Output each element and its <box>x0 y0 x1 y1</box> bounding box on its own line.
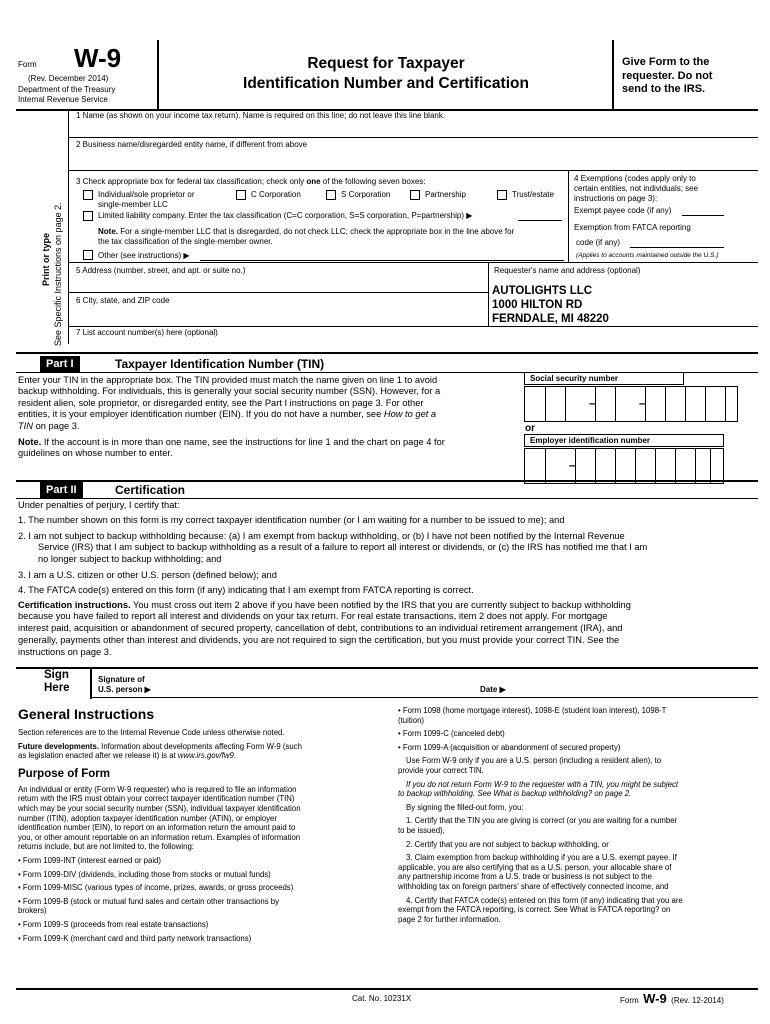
individual-checkbox[interactable] <box>83 190 93 200</box>
line-6-label: 6 City, state, and ZIP code <box>76 296 170 305</box>
part-1-label: Part I <box>40 356 80 372</box>
claim-3a: 3. Claim exemption from backup withholding if you are a U.S. exempt payee. If <box>406 853 677 863</box>
give-line-2: requester. Do not <box>622 69 713 82</box>
if-not-return-2: to backup withholding. See What is backup withholding? on page 2. <box>398 789 632 799</box>
exemptions-line-2: certain entities, not individuals; see <box>574 184 699 193</box>
other-field[interactable] <box>200 251 564 261</box>
right-column <box>398 706 758 928</box>
fatca-label: Exemption from FATCA reporting <box>574 223 691 232</box>
signature-field[interactable] <box>170 672 470 696</box>
cert-instructions-5: instructions on page 3. <box>18 646 112 657</box>
here-word: Here <box>44 682 70 694</box>
address-field[interactable] <box>76 278 484 292</box>
part-2-label: Part II <box>40 482 83 498</box>
name-field[interactable] <box>76 122 756 136</box>
form-header <box>16 40 758 108</box>
certify-4c: page 2 for further information. <box>398 914 501 924</box>
cert-instructions-3: interest paid, acquisition or abandonment of secured property, cancellation of debt, contributions to an individual retirement arrangement (IRA), and <box>18 623 623 634</box>
cert-instructions-4: generally, payments other than interest and dividends, you are not required to sign the certification, but you must provide your correct TIN. See the <box>18 634 620 645</box>
purpose-title: Purpose of Form <box>18 767 111 780</box>
certify-1b: to be issued), <box>398 825 445 835</box>
form-title <box>166 54 606 94</box>
use-form-2: provide your correct TIN. <box>398 765 484 775</box>
footer-form-number: W-9 <box>643 991 667 1006</box>
agency: Internal Revenue Service <box>18 95 108 104</box>
signature-label <box>98 675 151 695</box>
use-form-1: Use Form W-9 only if you are a U.S. person (including a resident alien), to <box>406 756 662 766</box>
requester-name: AUTOLIGHTS LLC <box>492 285 593 297</box>
line-7-label: 7 List account number(s) here (optional) <box>76 328 218 337</box>
llc-label: Limited liability company. Enter the tax classification (C=C corporation, S=S corporation, P=partnership) ▶ <box>98 211 473 220</box>
individual-label <box>98 190 195 210</box>
tin-line-4: entities, it is your employer identification number (EIN). If you do not have a number, see <box>18 409 384 420</box>
s-corp-label: S Corporation <box>341 190 391 199</box>
purpose-7: returns include, but are not limited to, the following: <box>18 842 194 852</box>
signature-label-2: U.S. person ▶ <box>98 685 151 694</box>
bullet-1099-a: • Form 1099-A (acquisition or abandonment of secured property) <box>398 742 621 752</box>
bullet-1099-misc: • Form 1099-MISC (various types of income, prizes, awards, or gross proceeds) <box>18 883 294 893</box>
date-label: Date ▶ <box>480 685 506 694</box>
business-name-field[interactable] <box>76 152 756 166</box>
trust-estate-checkbox[interactable] <box>497 190 507 200</box>
certify-4b: exempt from the FATCA reporting, is correct. See What is FATCA reporting? on <box>398 905 671 915</box>
llc-checkbox[interactable] <box>83 211 93 221</box>
fatca-code-label: code (if any) <box>576 238 621 247</box>
certification-text <box>18 500 758 659</box>
tin-line-1: Enter your TIN in the appropriate box. The TIN provided must match the name given on line 1 to avoid <box>18 375 438 385</box>
ein-dash: – <box>569 458 576 472</box>
partnership-checkbox[interactable] <box>410 190 420 200</box>
cert-item-2a: 2. I am not subject to backup withholding because: (a) I am exempt from backup withholding, or (b) I have not been notified by the Internal Revenue <box>18 530 625 541</box>
bullet-1099-c: • Form 1099-C (canceled debt) <box>398 729 505 739</box>
or-label: or <box>525 423 535 434</box>
line-3-text-end: of the following seven boxes: <box>320 177 426 186</box>
bullet-1098-2: (tuition) <box>398 715 424 725</box>
fatca-code-field[interactable] <box>630 237 724 248</box>
purpose-4: number (ITIN), adoption taxpayer identification number (ATIN), or employer <box>18 813 277 823</box>
c-corp-label: C Corporation <box>251 190 301 199</box>
bullet-1099-k: • Form 1099-K (merchant card and third party network transactions) <box>18 933 252 943</box>
llc-classification-field[interactable] <box>518 210 562 221</box>
tin-line-5-italic: TIN <box>18 420 33 431</box>
requester-address <box>492 284 609 326</box>
future-dev-2: as legislation enacted after we release it) is at <box>18 751 178 761</box>
line-3-label <box>76 177 426 187</box>
exemptions-line-1: 4 Exemptions (codes apply only to <box>574 174 696 183</box>
cert-item-2c: no longer subject to backup withholding; and <box>38 554 222 565</box>
note-line-2: the tax classification of the single-member owner. <box>98 237 273 246</box>
line-1-label: 1 Name (as shown on your income tax return). Name is required on this line; do not leave this line blank. <box>76 111 446 120</box>
other-checkbox[interactable] <box>83 250 93 260</box>
cert-item-4: 4. The FATCA code(s) entered on this form (if any) indicating that I am exempt from FATCA reporting is correct. <box>18 584 474 595</box>
partnership-label: Partnership <box>425 190 466 199</box>
tin-line-5: on page 3. <box>32 420 80 431</box>
footer-revision: (Rev. 12-2014) <box>671 996 724 1005</box>
future-dev-end: . <box>233 751 236 761</box>
requester-street: 1000 HILTON RD <box>492 299 583 311</box>
revision-date: (Rev. December 2014) <box>28 74 109 83</box>
bullet-1099-div: • Form 1099-DIV (dividends, including those from stocks or mutual funds) <box>18 869 271 879</box>
purpose-3: which may be your social security number (SSN), individual taxpayer identification <box>18 803 301 813</box>
individual-label-2: single-member LLC <box>98 200 168 209</box>
individual-label-1: Individual/sole proprietor or <box>98 190 195 199</box>
note-bold: Note. <box>98 227 118 236</box>
sign-word: Sign <box>44 669 69 681</box>
ssn-label: Social security number <box>530 374 619 383</box>
claim-3c: any partnership income from a U.S. trade or business is not subject to the <box>398 872 652 882</box>
signature-label-1: Signature of <box>98 675 145 684</box>
tin-note-1: If the account is in more than one name, see the instructions for line 1 and the chart on page 4 for <box>41 437 445 448</box>
trust-estate-label: Trust/estate <box>512 190 554 199</box>
exemptions-line-3: instructions on page 3): <box>574 194 658 203</box>
footer-form-id <box>620 990 724 1008</box>
ein-label: Employer identification number <box>530 436 651 445</box>
cert-instructions-2: because you have failed to report all interest and dividends on your tax return. For real estate transactions, item 2 does not apply. For mortgage <box>18 611 608 622</box>
part-2-title: Certification <box>115 483 186 497</box>
tin-note-2: guidelines on whose number to enter. <box>18 448 173 459</box>
department: Department of the Treasury <box>18 85 116 94</box>
print-or-type-label: Print or type <box>41 232 51 286</box>
bullet-1098: • Form 1098 (home mortgage interest), 1098-E (student loan interest), 1098-T <box>398 706 667 715</box>
future-dev-bold: Future developments. <box>18 741 100 751</box>
exempt-payee-field[interactable] <box>682 205 724 216</box>
give-form-note <box>622 56 712 97</box>
cert-instructions-bold: Certification instructions. <box>18 599 131 610</box>
cert-item-2b: Service (IRS) that I am subject to backup withholding as a result of a failure to report all interest or dividends, or (c) the IRS has notified me that I am <box>38 542 648 553</box>
purpose-1: An individual or entity (Form W-9 requester) who is required to file an information <box>18 784 297 794</box>
certify-1a: 1. Certify that the TIN you are giving is correct (or you are waiting for a number <box>406 816 678 826</box>
bullet-1099-int: • Form 1099-INT (interest earned or paid) <box>18 855 161 865</box>
see-instructions-label: See Specific Instructions on page 2. <box>53 202 63 346</box>
llc-note <box>98 227 564 247</box>
line-2-label: 2 Business name/disregarded entity name, if different from above <box>76 140 308 149</box>
certify-4a: 4. Certify that FATCA code(s) entered on this form (if any) indicating that you are <box>406 895 683 905</box>
ein-input[interactable] <box>524 448 724 484</box>
future-dev-1: Information about developments affecting Form W-9 (such <box>99 741 302 751</box>
if-not-return-1: If you do not return Form W-9 to the requester with a TIN, you might be subject <box>406 779 679 789</box>
account-number-field[interactable] <box>76 339 756 349</box>
exemptions-label <box>574 174 698 204</box>
date-field[interactable] <box>512 676 752 696</box>
general-p1: Section references are to the Internal Revenue Code unless otherwise noted. <box>18 728 285 737</box>
line-3-text: 3 Check appropriate box for federal tax classification; check only <box>76 177 307 186</box>
note-line-1: For a single-member LLC that is disregarded, do not check LLC; check the appropriate box in the line above for <box>118 227 515 236</box>
title-line-1: Request for Taxpayer <box>307 55 465 72</box>
line-3-one: one <box>306 177 321 186</box>
s-corp-checkbox[interactable] <box>326 190 336 200</box>
other-label: Other (see instructions) ▶ <box>98 251 190 260</box>
claim-3b: applicable, you are also certifying that as a U.S. person, your allocable share of <box>398 862 672 872</box>
cert-item-3: 3. I am a U.S. citizen or other U.S. person (defined below); and <box>18 569 277 580</box>
tin-note-bold: Note. <box>18 437 42 448</box>
part-1-title: Taxpayer Identification Number (TIN) <box>115 357 325 371</box>
cert-intro: Under penalties of perjury, I certify that: <box>18 500 180 510</box>
exempt-payee-label: Exempt payee code (if any) <box>574 206 672 215</box>
tin-instructions <box>18 375 518 460</box>
sign-here-label <box>44 669 70 695</box>
ssn-dash-2: – <box>639 396 646 410</box>
by-signing: By signing the filled-out form, you: <box>406 802 524 812</box>
bullet-1099-b-2: brokers) <box>18 906 47 916</box>
requester-label: Requester's name and address (optional) <box>494 266 641 275</box>
claim-3d: withholding tax on foreign partners' share of effectively connected income, and <box>398 881 669 891</box>
city-state-zip-field[interactable] <box>76 308 484 322</box>
tin-line-3: resident alien, sole proprietor, or disregarded entity, see the Part I instructions on page 3. For other <box>18 397 424 408</box>
requester-city: FERNDALE, MI 48220 <box>492 313 609 325</box>
fatca-applies-note: (Applies to accounts maintained outside the U.S.) <box>576 252 719 259</box>
ssn-dash-1: – <box>589 396 596 410</box>
ssn-input[interactable] <box>524 386 738 422</box>
bullet-1099-s: • Form 1099-S (proceeds from real estate transactions) <box>18 919 209 929</box>
form-number: W-9 <box>74 43 122 73</box>
line-5-label: 5 Address (number, street, and apt. or suite no.) <box>76 266 246 275</box>
cert-instructions-1: You must cross out item 2 above if you have been notified by the IRS that you are currently subject to backup withholding <box>130 599 631 610</box>
give-line-3: send to the IRS. <box>622 83 706 95</box>
bullet-1099-b: • Form 1099-B (stock or mutual fund sales and certain other transactions by <box>18 896 280 906</box>
give-line-1: Give Form to the <box>622 56 710 68</box>
form-label: Form <box>18 60 37 69</box>
c-corp-checkbox[interactable] <box>236 190 246 200</box>
tin-line-2: backup withholding. For individuals, this is generally your social security number (SSN). However, for a <box>18 386 441 397</box>
general-instructions-title: General Instructions <box>18 706 155 722</box>
future-dev-link[interactable]: www.irs.gov/fw9 <box>177 751 234 761</box>
purpose-5: identification number (EIN), to report on an information return the amount paid to <box>18 823 296 833</box>
left-column <box>18 705 376 947</box>
tin-line-4-italic: How to get a <box>383 409 437 420</box>
footer-form-label: Form <box>620 996 639 1005</box>
purpose-6: you, or other amount reportable on an information return. Examples of information <box>18 832 301 842</box>
purpose-2: return with the IRS must obtain your correct taxpayer identification number (TIN) <box>18 794 295 804</box>
certify-2: 2. Certify that you are not subject to backup withholding, or <box>406 839 609 849</box>
title-line-2: Identification Number and Certification <box>243 75 529 92</box>
catalog-number: Cat. No. 10231X <box>352 994 412 1003</box>
cert-item-1: 1. The number shown on this form is my correct taxpayer identification number (or I am waiting for a number to be issued to me); and <box>18 514 565 525</box>
